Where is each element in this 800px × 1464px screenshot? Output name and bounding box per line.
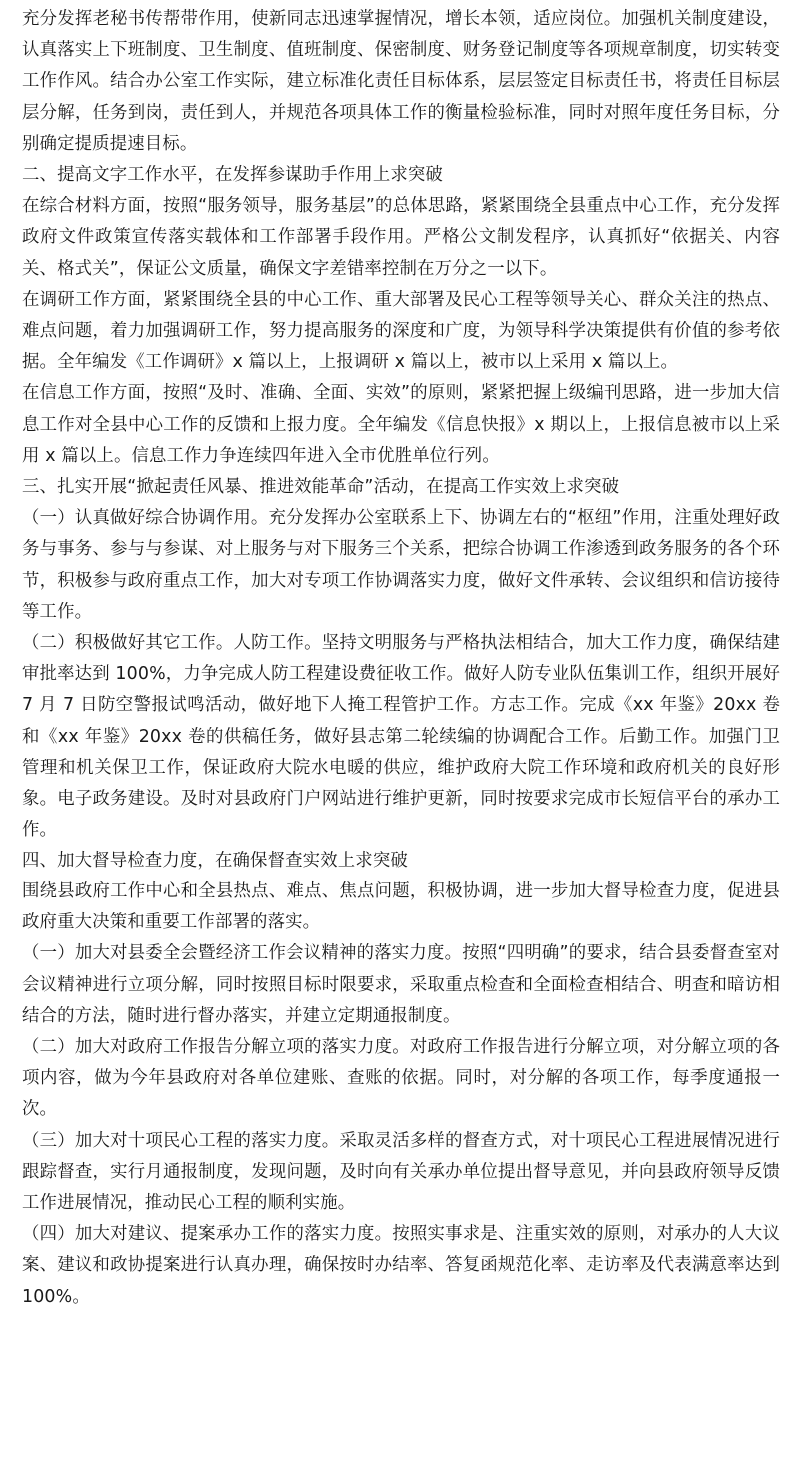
- section-heading: 二、提高文字工作水平，在发挥参谋助手作用上求突破: [22, 165, 443, 186]
- paragraph: （四）加大对建议、提案承办工作的落实力度。按照实事求是、注重实效的原则，对承办的人大议案、建议和政协提案进行认真办理，确保按时办结率、答复函规范化率、走访率及代表满意率达到 100%。: [22, 1224, 780, 1307]
- paragraph: （一）加大对县委全会暨经济工作会议精神的落实力度。按照“四明确”的要求，结合县委督查室对会议精神进行立项分解，同时按照目标时限要求，采取重点检查和全面检查相结合、明查和暗访相结合的方法，随时进行督办落实，并建立定期通报制度。: [22, 943, 780, 1026]
- section-heading: 三、扎实开展“掀起责任风暴、推进效能革命”活动，在提高工作实效上求突破: [22, 477, 620, 498]
- document-section-top: [22, 4, 780, 878]
- paragraph: 在调研工作方面，紧紧围绕全县的中心工作、重大部署及民心工程等领导关心、群众关注的热点、难点问题，着力加强调研工作，努力提高服务的深度和广度，为领导科学决策提供有价值的参考依据。全年编发《工作调研》x 篇以上，上报调研 x 篇以上，被市以上采用 x 篇以上。: [22, 289, 780, 373]
- paragraph: （二）加大对政府工作报告分解立项的落实力度。对政府工作报告进行分解立项，对分解立项的各项内容，做为今年县政府对各单位建账、查账的依据。同时，对分解的各项工作，每季度通报一次。: [22, 1037, 780, 1120]
- paragraph: 在信息工作方面，按照“及时、准确、全面、实效”的原则，紧紧把握上级编刊思路，进一步加大信息工作对全县中心工作的反馈和上报力度。全年编发《信息快报》x 期以上，上报信息被市以上采用 x 篇以上。信息工作力争连续四年进入全市优胜单位行列。: [22, 383, 780, 466]
- paragraph: 在综合材料方面，按照“服务领导，服务基层”的总体思路，紧紧围绕全县重点中心工作，充分发挥政府文件政策宣传落实载体和工作部署手段作用。严格公文制发程序，认真抓好“依据关、内容关、格式关”，保证公文质量，确保文字差错率控制在万分之一以下。: [22, 196, 780, 279]
- document-section-bottom: [22, 876, 780, 1313]
- section-heading: 四、加大督导检查力度，在确保督查实效上求突破: [22, 851, 408, 872]
- paragraph: 充分发挥老秘书传帮带作用，使新同志迅速掌握情况，增长本领，适应岗位。加强机关制度建设，认真落实上下班制度、卫生制度、值班制度、保密制度、财务登记制度等各项规章制度，切实转变工作作风。结合办公室工作实际，建立标准化责任目标体系，层层签定目标责任书，将责任目标层层分解，任务到岗，责任到人，并规范各项具体工作的衡量检验标准，同时对照年度任务目标，分别确定提质提速目标。: [22, 9, 780, 154]
- paragraph: 围绕县政府工作中心和全县热点、难点、焦点问题，积极协调，进一步加大督导检查力度，促进县政府重大决策和重要工作部署的落实。: [22, 881, 780, 933]
- paragraph: （三）加大对十项民心工程的落实力度。采取灵活多样的督查方式，对十项民心工程进展情况进行跟踪督查，实行月通报制度，发现问题，及时向有关承办单位提出督导意见，并向县政府领导反馈工作进展情况，推动民心工程的顺利实施。: [22, 1130, 780, 1214]
- paragraph: （一）认真做好综合协调作用。充分发挥办公室联系上下、协调左右的“枢纽”作用，注重处理好政务与事务、参与与参谋、对上服务与对下服务三个关系，把综合协调工作渗透到政务服务的各个环节，积极参与政府重点工作，加大对专项工作协调落实力度，做好文件承转、会议组织和信访接待等工作。: [22, 508, 780, 622]
- paragraph: （二）积极做好其它工作。人防工作。坚持文明服务与严格执法相结合，加大工作力度，确保结建审批率达到 100%，力争完成人防工程建设费征收工作。做好人防专业队伍集训工作，组织开展好 7 月 7 日防空警报试鸣活动，做好地下人掩工程管护工作。方志工作。完成《xx 年鉴》20xx 卷和《xx 年鉴》20xx 卷的供稿任务，做好县志第二轮续编的协调配合工作。后勤工作。加强门卫管理和机关保卫工作，保证政府大院水电暖的供应，维护政府大院工作环境和政府机关的良好形象。电子政务建设。及时对县政府门户网站进行维护更新，同时按要求完成市长短信平台的承办工作。: [22, 633, 780, 841]
